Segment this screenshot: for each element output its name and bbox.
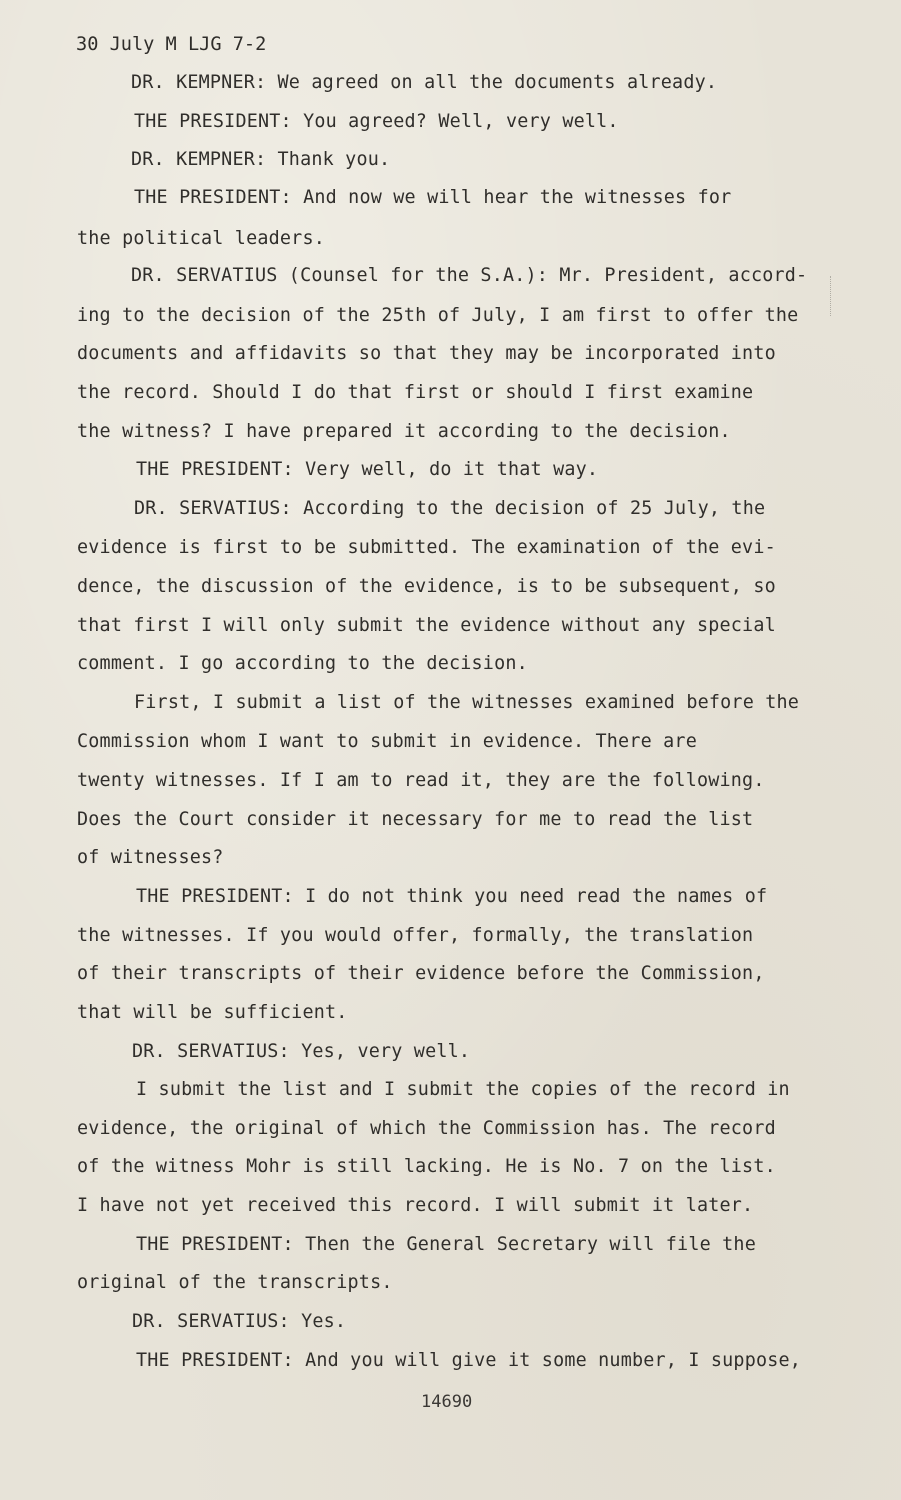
transcript-line: documents and affidavits so that they may be incorporated into xyxy=(77,343,776,364)
margin-mark xyxy=(830,276,833,316)
transcript-line: I submit the list and I submit the copies of the record in xyxy=(136,1079,790,1100)
transcript-line: Does the Court consider it necessary for me to read the list xyxy=(77,809,754,830)
transcript-line: the record. Should I do that first or should I first examine xyxy=(77,382,754,403)
transcript-line: evidence, the original of which the Commission has. The record xyxy=(77,1118,776,1139)
transcript-line: dence, the discussion of the evidence, is to be subsequent, so xyxy=(77,576,776,597)
transcript-line: THE PRESIDENT: I do not think you need read the names of xyxy=(136,886,768,907)
transcript-line: THE PRESIDENT: Then the General Secretary will file the xyxy=(136,1234,756,1255)
transcript-line: the witness? I have prepared it according to the decision. xyxy=(77,421,731,442)
transcript-line: comment. I go according to the decision. xyxy=(77,653,528,674)
transcript-line: DR. SERVATIUS (Counsel for the S.A.): Mr. President, accord- xyxy=(131,265,808,286)
transcript-line: THE PRESIDENT: You agreed? Well, very well. xyxy=(134,111,619,132)
transcript-line: of witnesses? xyxy=(77,847,224,868)
transcript-line: that will be sufficient. xyxy=(77,1002,348,1023)
transcript-line: I have not yet received this record. I will submit it later. xyxy=(77,1195,754,1216)
transcript-line: the witnesses. If you would offer, formally, the translation xyxy=(77,925,754,946)
transcript-line: of their transcripts of their evidence before the Commission, xyxy=(77,963,765,984)
transcript-line: that first I will only submit the evidence without any special xyxy=(77,615,776,636)
transcript-line: THE PRESIDENT: And you will give it some number, I suppose, xyxy=(136,1350,802,1371)
transcript-line: ing to the decision of the 25th of July, I am first to offer the xyxy=(77,305,799,326)
page-number: 14690 xyxy=(421,1392,473,1412)
transcript-line: DR. SERVATIUS: Yes, very well. xyxy=(132,1041,471,1062)
transcript-line: THE PRESIDENT: And now we will hear the witnesses for xyxy=(134,187,732,208)
transcript-line: evidence is first to be submitted. The examination of the evi- xyxy=(77,537,776,558)
transcript-line: DR. SERVATIUS: According to the decision of 25 July, the xyxy=(134,498,766,519)
transcript-line: Commission whom I want to submit in evidence. There are xyxy=(77,731,697,752)
transcript-line: THE PRESIDENT: Very well, do it that way. xyxy=(136,459,599,480)
transcript-line: twenty witnesses. If I am to read it, they are the following. xyxy=(77,770,765,791)
transcript-line: DR. SERVATIUS: Yes. xyxy=(132,1311,347,1332)
transcript-line: of the witness Mohr is still lacking. He is No. 7 on the list. xyxy=(77,1156,776,1177)
transcript-line: original of the transcripts. xyxy=(77,1272,393,1293)
transcript-line: DR. KEMPNER: Thank you. xyxy=(131,149,391,170)
transcript-line: DR. KEMPNER: We agreed on all the documents already. xyxy=(131,72,718,93)
page-header: 30 July M LJG 7-2 xyxy=(76,34,267,55)
transcript-line: First, I submit a list of the witnesses examined before the xyxy=(134,692,800,713)
transcript-line: the political leaders. xyxy=(77,228,325,249)
